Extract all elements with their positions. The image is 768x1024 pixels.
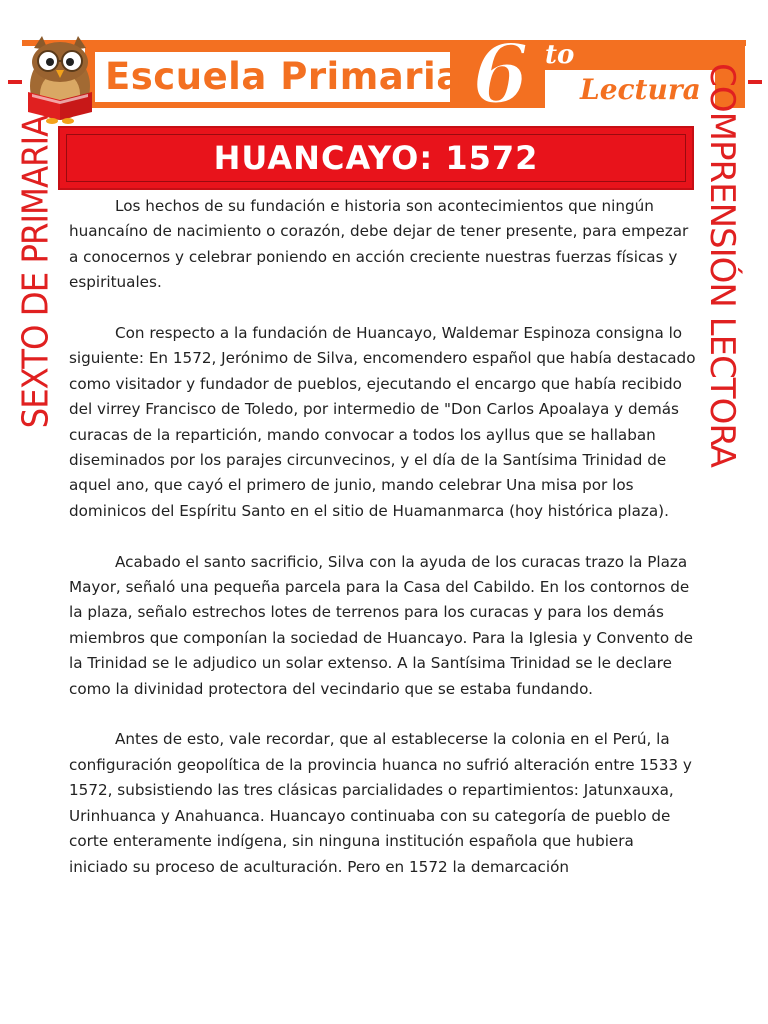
title-bar <box>60 128 692 188</box>
article-body <box>69 194 697 905</box>
side-label-left <box>14 115 58 429</box>
paragraph: Antes de esto, vale recordar, que al establecerse la colonia en el Perú, la configuración geopolítica de la provincia huanca no sufrió alteración entre 1533 y 1572, subsistiendo las tres clásicas parcialidades o repartimientos: Jatunxauxa, Urinhuanca y Anahuanca. Huancayo continuaba con su categoría de pueblo de corte enteramente indígena, sin ninguna institución española que hubiera iniciado su proceso de aculturación. Pero en 1572 la demarcación <box>69 730 692 876</box>
paragraph: Con respecto a la fundación de Huancayo, Waldemar Espinoza consigna lo siguiente: En 1572, Jerónimo de Silva, encomendero español que había destacado como visitador y fundador de pueblos, ejecutando el encargo que había recibido del virrey Francisco de Toledo, por intermedio de "Don Carlos Apoalaya y demás curacas de la repartición, mando convocar a todos los ayllus que se hallaban diseminados por los parajes circunvecinos, y el día de la Santísima Trinidad de aquel ano, que cayó el primero de junio, mando celebrar Una misa por los dominicos del Espíritu Santo en el sitio de Huamanmarca (hoy histórica plaza). <box>69 324 696 520</box>
paragraph: Los hechos de su fundación e historia son acontecimientos que ningún huancaíno de nacimiento o corazón, debe dejar de tener presente, para empezar a conocernos y celebrar poniendo en acción creciente nuestras fuerzas físicas y espirituales. <box>69 197 689 292</box>
grade-suffix: to <box>545 40 575 70</box>
header-banner <box>0 0 768 125</box>
paragraph: Acabado el santo sacrificio, Silva con la ayuda de los curacas trazo la Plaza Mayor, señaló una pequeña parcela para la Casa del Cabildo. En los contornos de la plaza, señalo estrechos lotes de terrenos para los curacas y para los demás miembros que componían la sociedad de Huancayo. Para la Iglesia y Convento de la Trinidad se le adjudico un solar extenso. A la Santísima Trinidad se le declare como la divinidad protectora del vecindario que se estaba fundando. <box>69 552 693 698</box>
side-label-left-text: SEXTO DE PRIMARIA <box>15 115 57 429</box>
banner-right-dash <box>748 80 762 84</box>
subject-label: Lectura <box>580 73 701 106</box>
owl-reading-book-icon <box>20 34 100 124</box>
school-name: Escuela Primaria <box>105 55 462 98</box>
side-label-right <box>700 63 744 467</box>
side-label-right-text: COMPRENSIÓN LECTORA <box>702 63 742 467</box>
grade-number: 6 <box>472 27 530 123</box>
page-title: HUANCAYO: 1572 <box>213 139 539 177</box>
